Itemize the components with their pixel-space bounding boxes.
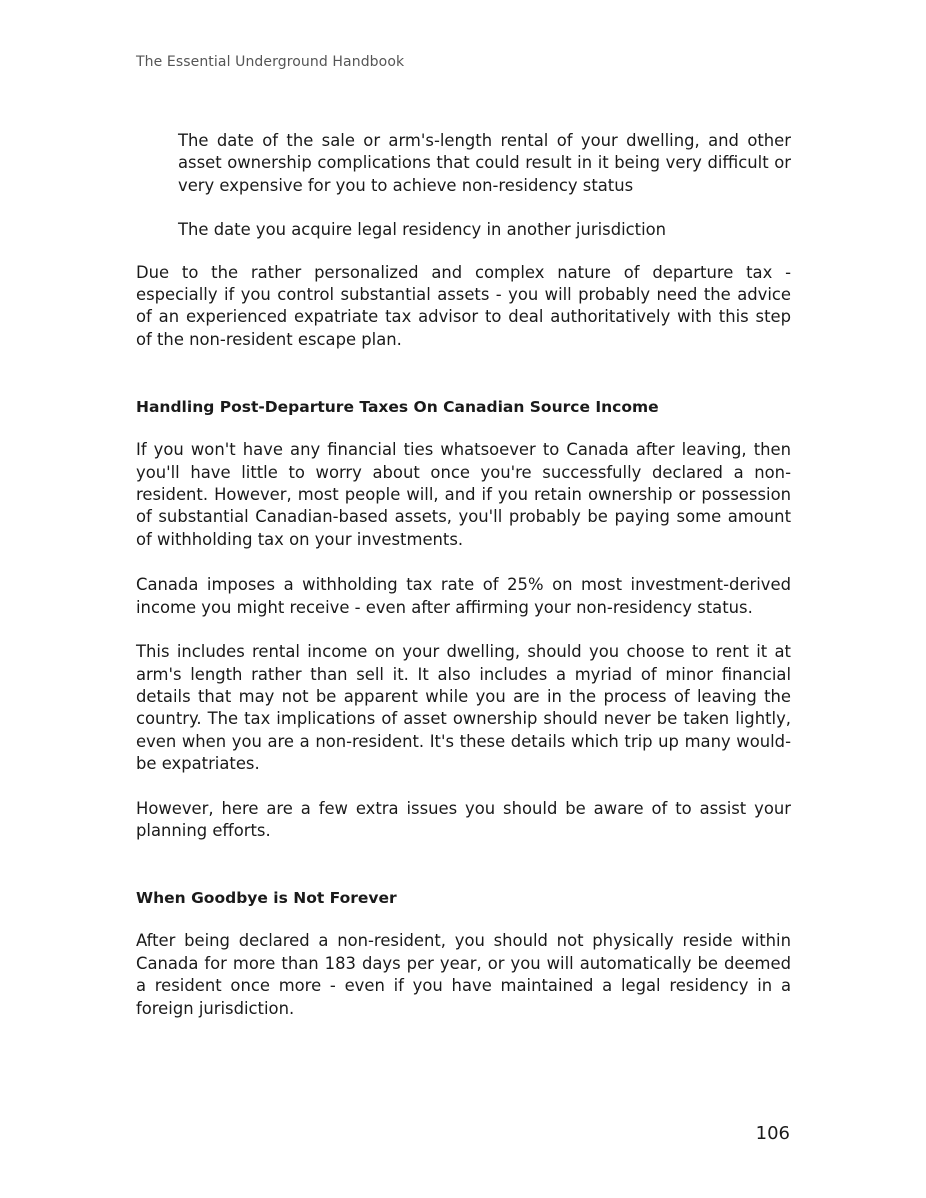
body-paragraph: After being declared a non-resident, you should not physically reside within Canada for more than 183 days per year, or you will automatically be deemed a resident once more - even if you have maintained a legal residency in a foreign jurisdiction.	[136, 931, 791, 1018]
bullet-item: The date of the sale or arm's-length rental of your dwelling, and other asset ownership complications that could result in it being very difficult or very expensive for you to achieve non-residency status	[178, 131, 791, 195]
page-content	[136, 130, 791, 1020]
page-number: 106	[755, 1123, 790, 1144]
body-paragraph: Due to the rather personalized and complex nature of departure tax - especially if you control substantial assets - you will probably need the advice of an experienced expatriate tax advisor to deal authoritatively with this step of the non-resident escape plan.	[136, 262, 791, 349]
body-paragraph: This includes rental income on your dwelling, should you choose to rent it at arm's length rather than sell it. It also includes a myriad of minor financial details that may not be apparent while you are in the process of leaving the country. The tax implications of asset ownership should never be taken lightly, even when you are a non-resident. It's these details which trip up many would-be expatriates.	[136, 642, 791, 774]
bullet-item: The date you acquire legal residency in another jurisdiction	[178, 220, 667, 240]
body-paragraph: However, here are a few extra issues you should be aware of to assist your planning efforts.	[136, 798, 791, 840]
section-heading: Handling Post-Departure Taxes On Canadian Source Income	[136, 398, 659, 417]
running-header: The Essential Underground Handbook	[136, 54, 405, 70]
section-heading: When Goodbye is Not Forever	[136, 889, 397, 908]
body-paragraph: Canada imposes a withholding tax rate of 25% on most investment-derived income you might receive - even after affirming your non-residency status.	[136, 575, 791, 617]
body-paragraph: If you won't have any financial ties whatsoever to Canada after leaving, then you'll have little to worry about once you're successfully declared a non-resident. However, most people will, and if you retain ownership or possession of substantial Canadian-based assets, you'll probably be paying some amount of withholding tax on your investments.	[136, 440, 791, 549]
